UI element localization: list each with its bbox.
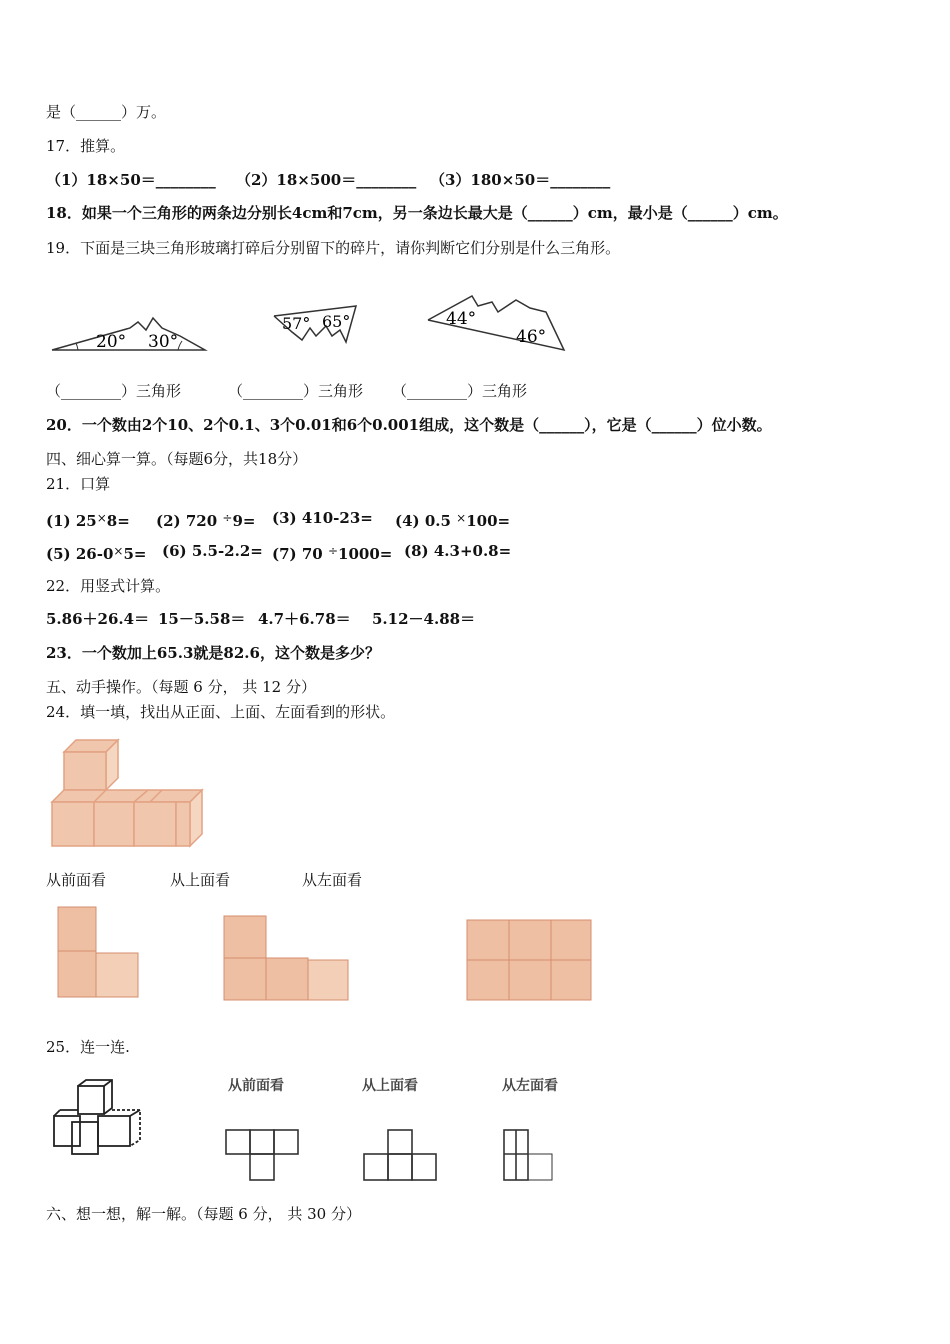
q21-item-8: (8) 4.3+0.8= bbox=[404, 542, 512, 560]
q21-item-7: (7) 70 ÷1000= bbox=[272, 544, 393, 563]
q21-item-6: (6) 5.5-2.2= bbox=[162, 542, 263, 560]
q19-answer-2: （________）三角形 bbox=[228, 382, 364, 400]
q24-label-front: 从前面看 bbox=[46, 871, 107, 889]
angle-label: 44° bbox=[446, 309, 477, 329]
section-6-heading: 六、想一想，解一解。（每题 6 分， 共 30 分） bbox=[46, 1205, 361, 1223]
q21-title: 21．口算 bbox=[46, 475, 111, 493]
angle-label: 20° bbox=[96, 332, 127, 352]
q24-title: 24．填一填，找出从正面、上面、左面看到的形状。 bbox=[46, 703, 396, 721]
q19-answer-3: （________）三角形 bbox=[392, 382, 528, 400]
angle-label: 65° bbox=[322, 312, 351, 331]
q24-label-top: 从上面看 bbox=[170, 871, 231, 889]
q24-view-a bbox=[56, 905, 142, 1001]
q25-title: 25．连一连. bbox=[46, 1038, 130, 1056]
q19-text: 19．下面是三块三角形玻璃打碎后分别留下的碎片，请你判断它们分别是什么三角形。 bbox=[46, 239, 621, 257]
q21-item-4: (4) 0.5 ×100= bbox=[395, 511, 511, 530]
triangle-fragment-2 bbox=[272, 302, 362, 352]
angle-label: 30° bbox=[148, 332, 179, 352]
q21-item-1: (1) 25×8= bbox=[46, 511, 130, 530]
q25-cube-stack bbox=[50, 1078, 160, 1158]
q21-item-3: (3) 410-23= bbox=[272, 509, 373, 527]
q22-item-1: 5.86＋26.4＝ bbox=[46, 610, 150, 628]
triangle-fragment-3 bbox=[426, 292, 571, 354]
q19-answer-1: （________）三角形 bbox=[46, 382, 182, 400]
q23-text: 23．一个数加上65.3就是82.6，这个数是多少？ bbox=[46, 644, 380, 662]
section-4-heading: 四、细心算一算。（每题6分，共18分） bbox=[46, 450, 308, 468]
q25-view-top bbox=[362, 1128, 442, 1184]
q18-text: 18．如果一个三角形的两条边分别长4cm和7cm，另一条边长最大是（______）cm，最小是（______）cm。 bbox=[46, 204, 788, 222]
q21-item-2: (2) 720 ÷9= bbox=[156, 511, 256, 530]
q21-item-5: (5) 26-0×5= bbox=[46, 544, 147, 563]
q17-item-1: （1）18×50＝________ bbox=[46, 171, 216, 189]
q24-view-b bbox=[222, 914, 352, 1002]
triangle-fragment-1 bbox=[50, 310, 210, 355]
q17-item-3: （3）180×50＝________ bbox=[430, 171, 611, 189]
q25-label-left: 从左面看 bbox=[502, 1078, 558, 1094]
q24-label-left: 从左面看 bbox=[302, 871, 363, 889]
q25-view-front bbox=[224, 1128, 304, 1184]
q24-view-c bbox=[465, 918, 595, 1002]
q22-item-4: 5.12－4.88＝ bbox=[372, 610, 476, 628]
section-5-heading: 五、动手操作。（每题 6 分， 共 12 分） bbox=[46, 678, 316, 696]
q25-view-left bbox=[502, 1128, 558, 1184]
angle-label: 46° bbox=[516, 327, 547, 347]
q25-label-front: 从前面看 bbox=[228, 1078, 284, 1094]
q20-text: 20．一个数由2个10、2个0.1、3个0.01和6个0.001组成，这个数是（______），它是（______）位小数。 bbox=[46, 416, 772, 434]
q16-tail: 是（______）万。 bbox=[46, 103, 167, 121]
q22-title: 22．用竖式计算。 bbox=[46, 577, 171, 595]
angle-label: 57° bbox=[282, 314, 311, 333]
q24-cube-stack bbox=[50, 738, 205, 848]
q22-item-2: 15－5.58＝ bbox=[158, 610, 246, 628]
q17-title: 17．推算。 bbox=[46, 137, 126, 155]
q17-item-2: （2）18×500＝________ bbox=[236, 171, 417, 189]
q22-item-3: 4.7＋6.78＝ bbox=[258, 610, 351, 628]
q25-label-top: 从上面看 bbox=[362, 1078, 418, 1094]
